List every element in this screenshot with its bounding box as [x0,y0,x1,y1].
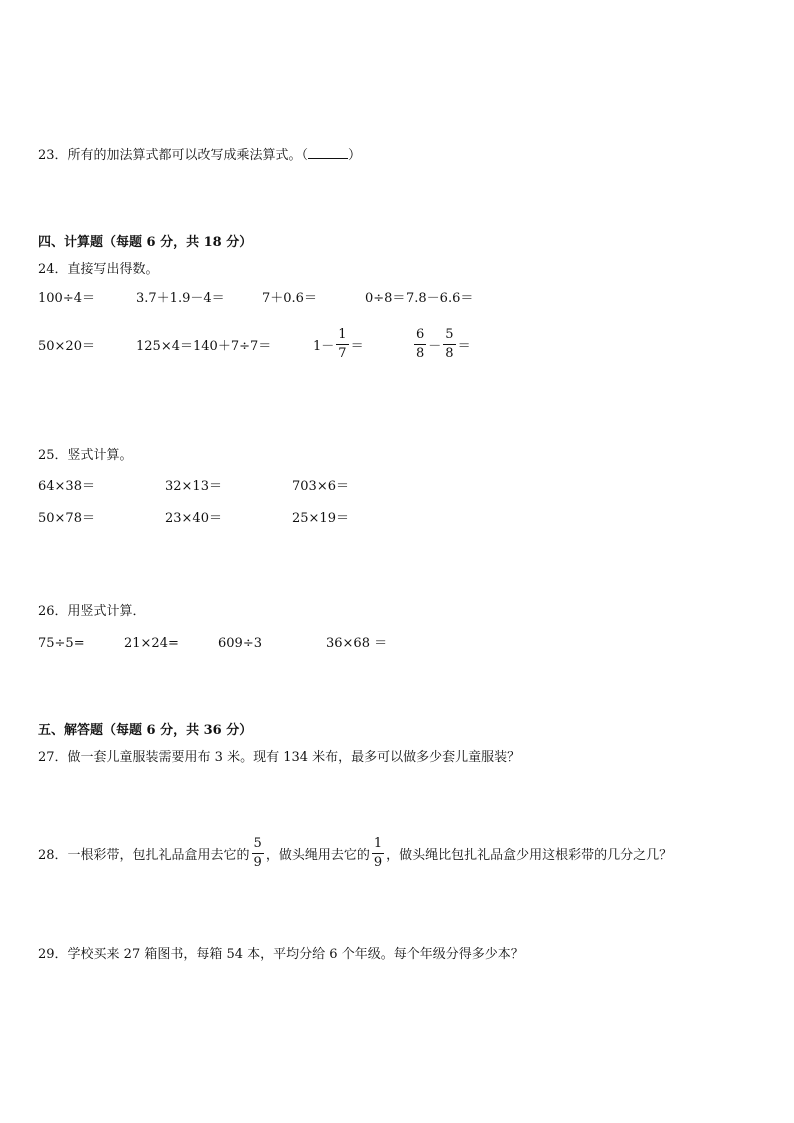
q26-expr-1: 75÷5= [38,636,85,651]
q25-expr-5: 23×40＝ [165,511,222,526]
answer-blank[interactable] [308,146,348,159]
question-28-part-1: 28．一根彩带，包扎礼品盒用去它的 [38,848,250,863]
fraction-equals: ＝ [457,339,471,354]
question-26-prompt: 26．用竖式计算． [38,604,146,619]
q26-expr-4: 36×68 ＝ [326,636,388,651]
fraction-operator: － [428,339,442,354]
q24-expr-1: 100÷4＝ [38,291,95,306]
q24-expr-4: 0÷8＝ [365,291,406,306]
question-23 [38,146,361,165]
section-4-heading: 四、计算题（每题 6 分，共 18 分） [38,235,253,250]
fraction-numerator: 5 [443,327,455,345]
section-5-heading: 五、解答题（每题 6 分，共 36 分） [38,723,253,738]
fraction-numerator: 1 [336,327,348,345]
fraction-denominator: 7 [338,346,347,361]
q25-expr-1: 64×38＝ [38,479,95,494]
fraction-numerator: 6 [414,327,426,345]
q25-expr-4: 50×78＝ [38,511,95,526]
fraction-one-seventh [336,327,348,362]
fraction-numerator: 5 [252,836,264,854]
q25-expr-6: 25×19＝ [292,511,349,526]
fraction-five-eighths [443,327,455,362]
q24-expr-3: 7＋0.6＝ [262,291,317,306]
question-29: 29．学校买来 27 箱图书，每箱 54 本，平均分给 6 个年级。每个年级分得多少本？ [38,947,524,962]
question-27: 27．做一套儿童服装需要用布 3 米。现有 134 米布，最多可以做多少套儿童服装？ [38,750,521,765]
q25-expr-3: 703×6＝ [292,479,349,494]
question-23-close: ） [348,148,362,163]
fraction-denominator: 8 [445,346,454,361]
fraction-denominator: 9 [253,855,262,870]
q25-expr-2: 32×13＝ [165,479,222,494]
fraction-one-ninth [372,836,384,871]
fraction-denominator: 9 [373,855,383,870]
fraction-numerator: 1 [372,836,384,854]
q24-fraction-expr-a [313,327,364,362]
fraction-denominator: 8 [416,346,425,361]
q24-expr-2: 3.7＋1.9－4＝ [136,291,225,306]
fraction-lead: 1－ [313,339,335,354]
question-24-prompt: 24．直接写出得数。 [38,262,159,277]
question-28-part-2: ，做头绳用去它的 [265,848,370,863]
question-23-text: 23．所有的加法算式都可以改写成乘法算式。（ [38,148,309,163]
question-25-prompt: 25．竖式计算。 [38,448,133,463]
fraction-equals: ＝ [350,339,364,354]
q26-expr-3: 609÷3 [218,636,262,651]
q24-fraction-expr-b [412,327,471,362]
fraction-five-ninths [252,836,264,871]
question-28-part-3: ，做头绳比包扎礼品盒少用这根彩带的几分之几？ [386,848,673,863]
fraction-six-eighths [414,327,426,362]
question-28 [38,836,672,871]
q24-expr-5: 7.8－6.6＝ [406,291,474,306]
q26-expr-2: 21×24= [124,636,179,651]
q24-expr-6: 50×20＝ [38,339,95,354]
q24-expr-7: 125×4＝ [136,339,193,354]
q24-expr-8: 140＋7÷7＝ [193,339,272,354]
